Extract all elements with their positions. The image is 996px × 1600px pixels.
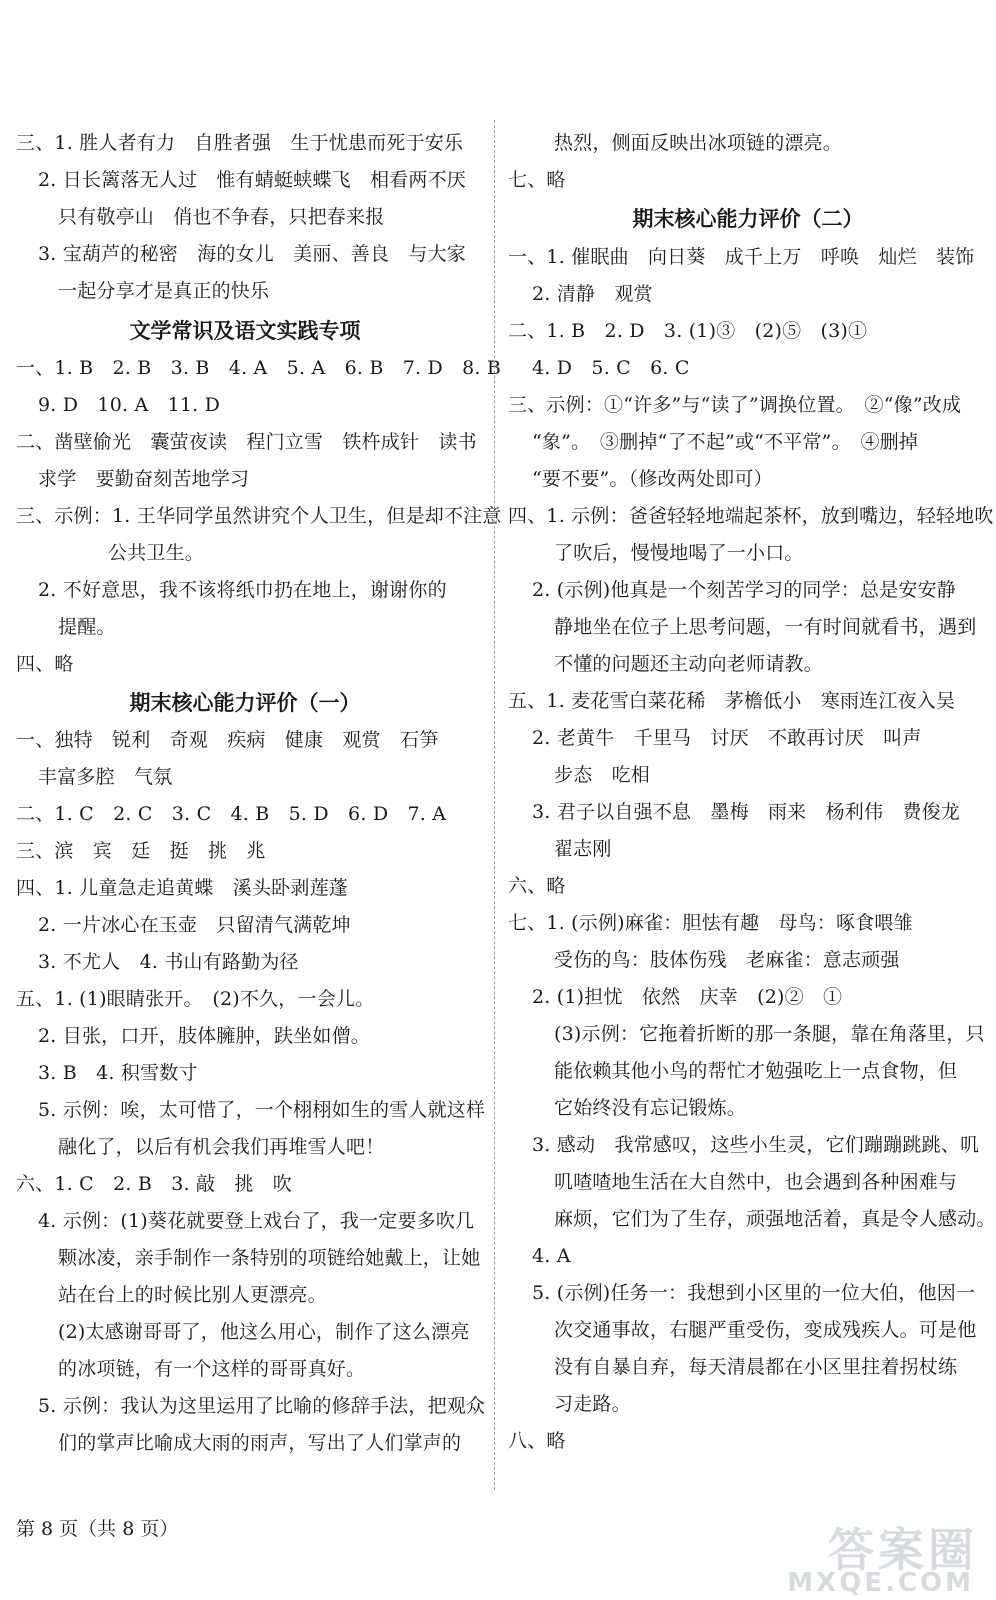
text-line: 不懂的问题还主动向老师请教。 (554, 653, 823, 675)
watermark-logo (776, 1510, 996, 1600)
text-line: 翟志刚 (554, 838, 612, 860)
text-line: 五、1. 麦花雪白菜花稀 茅檐低小 寒雨连江夜入吴 (508, 690, 956, 712)
text-line: 能依赖其他小鸟的帮忙才勉强吃上一点食物，但 (554, 1060, 958, 1082)
text-line: 5. 示例：我认为这里运用了比喻的修辞手法，把观众 (38, 1395, 486, 1417)
text-line: 一、1. B 2. B 3. B 4. A 5. A 6. B 7. D 8. B (16, 357, 502, 379)
text-line: 一、1. 催眠曲 向日葵 成千上万 呼唤 灿烂 装饰 (508, 246, 975, 268)
text-line: (3)示例：它拖着折断的那一条腿，靠在角落里，只 (554, 1023, 985, 1045)
text-line: 们的掌声比喻成大雨的雨声，写出了人们掌声的 (58, 1432, 462, 1454)
text-line: 颗冰凌，亲手制作一条特别的项链给她戴上，让她 (58, 1247, 481, 1269)
page-footer: 第 8 页（共 8 页） (16, 1518, 179, 1540)
text-line: 受伤的鸟：肢体伤残 老麻雀：意志顽强 (554, 949, 900, 971)
text-line: 9. D 10. A 11. D (38, 394, 221, 416)
watermark-title: 答案圈 (828, 1523, 978, 1577)
text-line: 三、滨 宾 廷 挺 挑 兆 (16, 840, 266, 862)
text-line: 一起分享才是真正的快乐 (58, 280, 270, 302)
watermark-url: MXQE.COM (787, 1568, 974, 1598)
section-heading: 文学常识及语文实践专项 (129, 319, 361, 343)
text-line: 三、示例：①“许多”与“读了”调换位置。 ②“像”改成 (508, 394, 962, 416)
text-line: 融化了，以后有机会我们再堆雪人吧！ (58, 1136, 385, 1158)
text-line: 2. 不好意思，我不该将纸巾扔在地上，谢谢你的 (38, 579, 447, 601)
section-heading: 期末核心能力评价（二） (632, 207, 864, 231)
text-line: 5. (示例)任务一：我想到小区里的一位大伯，他因一 (532, 1282, 976, 1304)
text-line: 次交通事故，右腿严重受伤，变成残疾人。可是他 (554, 1319, 977, 1341)
text-line: 四、1. 示例：爸爸轻轻地端起茶杯，放到嘴边，轻轻地吹 (508, 505, 994, 527)
text-line: 二、1. B 2. D 3. (1)③ (2)⑤ (3)① (508, 320, 868, 342)
text-line: 3. 君子以自强不息 墨梅 雨来 杨利伟 费俊龙 (532, 801, 960, 823)
text-line: 它始终没有忘记锻炼。 (554, 1097, 747, 1119)
text-line: 热烈，侧面反映出冰项链的漂亮。 (554, 132, 843, 154)
text-line: “要不要”。（修改两处即可） (532, 468, 773, 490)
text-line: 的冰项链，有一个这样的哥哥真好。 (58, 1358, 366, 1380)
text-line: 没有自暴自弃，每天清晨都在小区里拄着拐杖练 (554, 1356, 958, 1378)
text-line: 求学 要勤奋刻苦地学习 (38, 468, 250, 490)
text-line: (2)太感谢哥哥了，他这么用心，制作了这么漂亮 (58, 1321, 470, 1343)
text-line: 3. 感动 我常感叹，这些小生灵，它们蹦蹦跳跳、叽 (532, 1134, 980, 1156)
text-line: 2. 一片冰心在玉壶 只留清气满乾坤 (38, 914, 351, 936)
text-line: 站在台上的时候比别人更漂亮。 (58, 1284, 327, 1306)
text-line: 三、1. 胜人者有力 自胜者强 生于忧患而死于安乐 (16, 132, 464, 154)
text-line: 提醒。 (58, 616, 116, 638)
text-line: 2. 清静 观赏 (532, 283, 653, 305)
text-line: 只有敬亭山 俏也不争春，只把春来报 (58, 206, 385, 228)
text-line: 3. 不尤人 4. 书山有路勤为径 (38, 951, 299, 973)
text-line: 4. A (532, 1245, 571, 1267)
text-line: 3. B 4. 积雪数寸 (38, 1062, 198, 1084)
text-line: 四、1. 儿童急走追黄蝶 溪头卧剥莲蓬 (16, 877, 348, 899)
text-line: 八、略 (508, 1430, 566, 1452)
section-heading: 期末核心能力评价（一） (129, 691, 361, 715)
text-line: 2. 日长篱落无人过 惟有蜻蜓蛱蝶飞 相看两不厌 (38, 169, 466, 191)
text-line: “象”。 ③删掉“了不起”或“不平常”。 ④删掉 (532, 431, 919, 453)
text-line: 七、略 (508, 169, 566, 191)
text-line: 2. 目张，口开，肢体臃肿，趺坐如僧。 (38, 1025, 370, 1047)
text-line: 3. 宝葫芦的秘密 海的女儿 美丽、善良 与大家 (38, 243, 466, 265)
text-line: 二、1. C 2. C 3. C 4. B 5. D 6. D 7. A (16, 803, 447, 825)
text-line: 丰富多腔 气氛 (38, 766, 173, 788)
text-line: 步态 吃相 (554, 764, 651, 786)
text-line: 四、略 (16, 653, 74, 675)
text-line: 六、略 (508, 875, 566, 897)
text-line: 五、1. (1)眼睛张开。 (2)不久，一会儿。 (16, 988, 375, 1010)
text-line: 2. (1)担忧 依然 庆幸 (2)② ① (532, 986, 843, 1008)
text-line: 4. 示例：(1)葵花就要登上戏台了，我一定要多吹几 (38, 1210, 475, 1232)
text-line: 公共卫生。 (108, 542, 205, 564)
text-line: 4. D 5. C 6. C (532, 357, 690, 379)
text-line: 麻烦，它们为了生存，顽强地活着，真是令人感动。 (554, 1208, 996, 1230)
text-line: 一、独特 锐利 奇观 疾病 健康 观赏 石笋 (16, 729, 439, 751)
text-line: 2. (示例)他真是一个刻苦学习的同学：总是安安静 (532, 579, 956, 601)
text-line: 七、1. (示例)麻雀：胆怯有趣 母鸟：啄食喂雏 (508, 912, 913, 934)
text-line: 5. 示例：唉，太可惜了，一个栩栩如生的雪人就这样 (38, 1099, 486, 1121)
text-line: 二、凿壁偷光 囊萤夜读 程门立雪 铁杵成针 读书 (16, 431, 477, 453)
text-line: 2. 老黄牛 千里马 讨厌 不敢再讨厌 叫声 (532, 727, 922, 749)
column-divider (494, 120, 495, 1490)
text-line: 六、1. C 2. B 3. 敲 挑 吹 (16, 1173, 293, 1195)
text-line: 三、示例：1. 王华同学虽然讲究个人卫生，但是却不注意 (16, 505, 502, 527)
text-line: 静地坐在位子上思考问题，一有时间就看书，遇到 (554, 616, 977, 638)
text-line: 了吹后，慢慢地喝了一小口。 (554, 542, 804, 564)
text-line: 叽喳喳地生活在大自然中，也会遇到各种困难与 (554, 1171, 958, 1193)
text-line: 习走路。 (554, 1393, 631, 1415)
